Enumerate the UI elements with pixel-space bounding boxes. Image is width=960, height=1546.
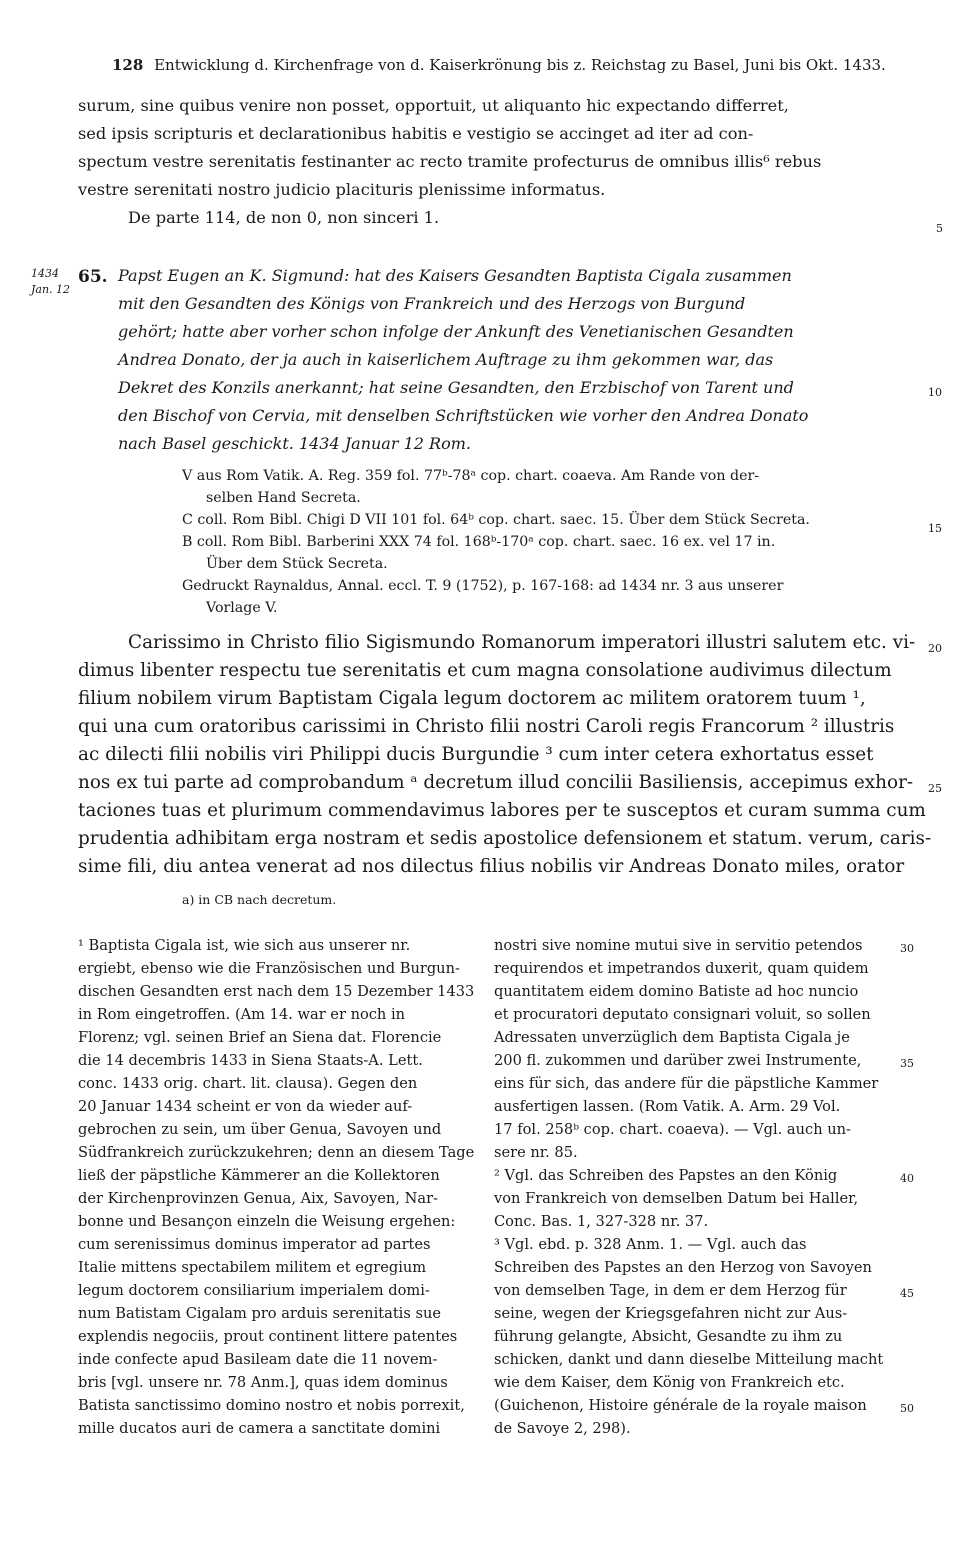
footnote-line: inde confecte apud Basileam date die 11 novem- [78, 1351, 438, 1368]
regest-line: Andrea Donato, der ja auch in kaiserlichem Auftrage zu ihm gekommen war, das [118, 350, 774, 369]
footnote-line: Conc. Bas. 1, 327-328 nr. 37. [494, 1213, 709, 1230]
footnote-line: bris [vgl. unsere nr. 78 Anm.], quas idem dominus [78, 1374, 448, 1391]
line-number: 5 [936, 222, 943, 235]
footnote-line: 200 fl. zukommen und darüber zwei Instrumente, [494, 1052, 862, 1069]
footnote-line: ¹ Baptista Cigala ist, wie sich aus unserer nr. [78, 937, 411, 954]
footnote-line: ³ Vgl. ebd. p. 328 Anm. 1. — Vgl. auch das [494, 1236, 807, 1253]
footnote-line: der Kirchenprovinzen Genua, Aix, Savoyen, Nar- [78, 1190, 438, 1207]
footnote-line: schicken, dankt und dann dieselbe Mitteilung macht [494, 1351, 884, 1368]
line-number: 50 [900, 1402, 914, 1415]
letter-line: taciones tuas et plurimum commendavimus labores per te susceptos et curam summa cum [78, 800, 926, 821]
letter-line: prudentia adhibitam erga nostram et sedis apostolice defensionem et statum. verum, caris- [78, 828, 932, 849]
footnote-line: in Rom eingetroffen. (Am 14. war er noch in [78, 1006, 406, 1023]
regest-line: mit den Gesandten des Königs von Frankreich und des Herzogs von Burgund [118, 294, 746, 313]
footnote-line: quantitatem eidem domino Batiste ad hoc nuncio [494, 983, 859, 1000]
source-line: Gedruckt Raynaldus, Annal. eccl. T. 9 (1752), p. 167-168: ad 1434 nr. 3 aus unserer [182, 578, 784, 594]
footnote-line: conc. 1433 orig. chart. lit. clausa). Gegen den [78, 1075, 418, 1092]
letter-line: Carissimo in Christo filio Sigismundo Romanorum imperatori illustri salutem etc. vi- [128, 632, 916, 653]
footnote-line: bonne und Besançon einzeln die Weisung ergehen: [78, 1213, 456, 1230]
footnote-line: dischen Gesandten erst nach dem 15 Dezember 1433 [78, 983, 475, 1000]
footnote-line: (Guichenon, Histoire générale de la royale maison [494, 1397, 867, 1414]
footnote-line: mille ducatos auri de camera a sanctitate domini [78, 1420, 441, 1437]
footnote-line: die 14 decembris 1433 in Siena Staats-A. Lett. [78, 1052, 423, 1069]
sidenote-date: Jan. 12 [31, 283, 71, 296]
letter-line: sime fili, diu antea venerat ad nos dilectus filius nobilis vir Andreas Donato miles, orator [78, 856, 905, 877]
regest-line: nach Basel geschickt. 1434 Januar 12 Rom. [118, 434, 471, 453]
regest-line: Papst Eugen an K. Sigmund: hat des Kaisers Gesandten Baptista Cigala zusammen [118, 266, 792, 285]
footnote-line: wie dem Kaiser, dem König von Frankreich etc. [494, 1374, 845, 1391]
running-header [112, 56, 886, 74]
footnote-line: von demselben Tage, in dem er dem Herzog für [494, 1282, 847, 1299]
source-line: selben Hand Secreta. [206, 490, 361, 506]
footnote-line: Adressaten unverzüglich dem Baptista Cigala je [494, 1029, 850, 1046]
letter-line: filium nobilem virum Baptistam Cigala legum doctorem ac militem oratorem tuum ¹, [78, 688, 866, 709]
regest-line: gehört; hatte aber vorher schon infolge der Ankunft des Venetianischen Gesandten [118, 322, 794, 341]
footnote-line: et procuratori deputato consignari voluit, so sollen [494, 1006, 871, 1023]
footnote-line: seine, wegen der Kriegsgefahren nicht zur Aus- [494, 1305, 848, 1322]
footnote-line: eins für sich, das andere für die päpstliche Kammer [494, 1075, 879, 1092]
letter-line: qui una cum oratoribus carissimi in Christo filii nostri Caroli regis Francorum ² illustris [78, 716, 895, 737]
source-line: Vorlage V. [206, 600, 278, 616]
footnote-line: Batista sanctissimo domino nostro et nobis porrexit, [78, 1397, 465, 1414]
footnote-line: 17 fol. 258ᵇ cop. chart. coaeva). — Vgl. auch un- [494, 1121, 851, 1138]
page-number: 128 [112, 56, 144, 74]
footnote-line: ergiebt, ebenso wie die Französischen und Burgun- [78, 960, 460, 977]
line-number: 40 [900, 1172, 914, 1185]
letter-line: nos ex tui parte ad comprobandum ᵃ decretum illud concilii Basiliensis, accepimus exhor- [78, 772, 914, 793]
sidenote-year: 1434 [31, 267, 59, 280]
footnote-line: von Frankreich von demselben Datum bei Haller, [494, 1190, 859, 1207]
line-number: 25 [928, 782, 942, 795]
text-line: spectum vestre serenitatis festinanter ac recto tramite profecturus de omnibus illis⁶ rebus [78, 152, 822, 171]
line-number: 15 [928, 522, 942, 535]
letter-line: dimus libenter respectu tue serenitatis et cum magna consolatione audivimus dilectum [78, 660, 892, 681]
footnote-line: sere nr. 85. [494, 1144, 578, 1161]
footnote-line: gebrochen zu sein, um über Genua, Savoyen und [78, 1121, 442, 1138]
variant-note: a) in CB nach decretum. [182, 892, 337, 907]
line-number: 20 [928, 642, 942, 655]
footnote-line: Südfrankreich zurückzukehren; denn an diesem Tage [78, 1144, 475, 1161]
footnote-line: legum doctorem consiliarium imperialem domi- [78, 1282, 430, 1299]
text-line: sed ipsis scripturis et declarationibus habitis e vestigio se accinget ad iter ad con- [78, 124, 754, 143]
entry-number: 65. [78, 267, 108, 287]
footnote-line: Florenz; vgl. seinen Brief an Siena dat. Florencie [78, 1029, 442, 1046]
footnote-line: nostri sive nomine mutui sive in servitio petendos [494, 937, 863, 954]
line-number: 45 [900, 1287, 914, 1300]
source-line: Über dem Stück Secreta. [206, 556, 388, 572]
letter-line: ac dilecti filii nobilis viri Philippi ducis Burgundie ³ cum inter cetera exhortatus esset [78, 744, 874, 765]
footnote-line: 20 Januar 1434 scheint er von da wieder auf- [78, 1098, 413, 1115]
regest-line: den Bischof von Cervia, mit denselben Schriftstücken wie vorher den Andrea Donato [118, 406, 809, 425]
footnote-line: num Batistam Cigalam pro arduis serenitatis sue [78, 1305, 441, 1322]
footnote-line: Schreiben des Papstes an den Herzog von Savoyen [494, 1259, 872, 1276]
source-line: V aus Rom Vatik. A. Reg. 359 fol. 77ᵇ-78ᵃ cop. chart. coaeva. Am Rande von der- [182, 468, 760, 484]
regest-line: Dekret des Konzils anerkannt; hat seine Gesandten, den Erzbischof von Tarent und [118, 378, 794, 397]
line-number: 30 [900, 942, 914, 955]
line-number: 10 [928, 386, 942, 399]
source-line: B coll. Rom Bibl. Barberini XXX 74 fol. 168ᵇ-170ᵃ cop. chart. saec. 16 ex. vel 17 in. [182, 534, 776, 550]
footnote-line: cum serenissimus dominus imperator ad partes [78, 1236, 431, 1253]
footnote-line: ließ der päpstliche Kämmerer an die Kollektoren [78, 1167, 440, 1184]
footnote-line: de Savoye 2, 298). [494, 1420, 631, 1437]
footnote-line: requirendos et impetrandos duxerit, quam quidem [494, 960, 869, 977]
footnote-line: führung gelangte, Absicht, Gesandte zu ihm zu [494, 1328, 843, 1345]
line-number: 35 [900, 1057, 914, 1070]
footnote-line: Italie mittens spectabilem militem et egregium [78, 1259, 427, 1276]
cipher-line: De parte 114, de non 0, non sinceri 1. [128, 208, 440, 227]
source-line: C coll. Rom Bibl. Chigi D VII 101 fol. 64ᵇ cop. chart. saec. 15. Über dem Stück Secreta. [182, 512, 810, 528]
footnote-line: explendis negociis, prout continent littere patentes [78, 1328, 458, 1345]
text-line: vestre serenitati nostro judicio placituris plenissime informatus. [78, 180, 606, 199]
footnote-line: ² Vgl. das Schreiben des Papstes an den König [494, 1167, 838, 1184]
running-title: Entwicklung d. Kirchenfrage von d. Kaiserkrönung bis z. Reichstag zu Basel, Juni bis Okt. 1433. [154, 56, 886, 74]
footnote-line: ausfertigen lassen. (Rom Vatik. A. Arm. 29 Vol. [494, 1098, 841, 1115]
text-line: surum, sine quibus venire non posset, opportuit, ut aliquanto hic expectando differret, [78, 96, 789, 115]
